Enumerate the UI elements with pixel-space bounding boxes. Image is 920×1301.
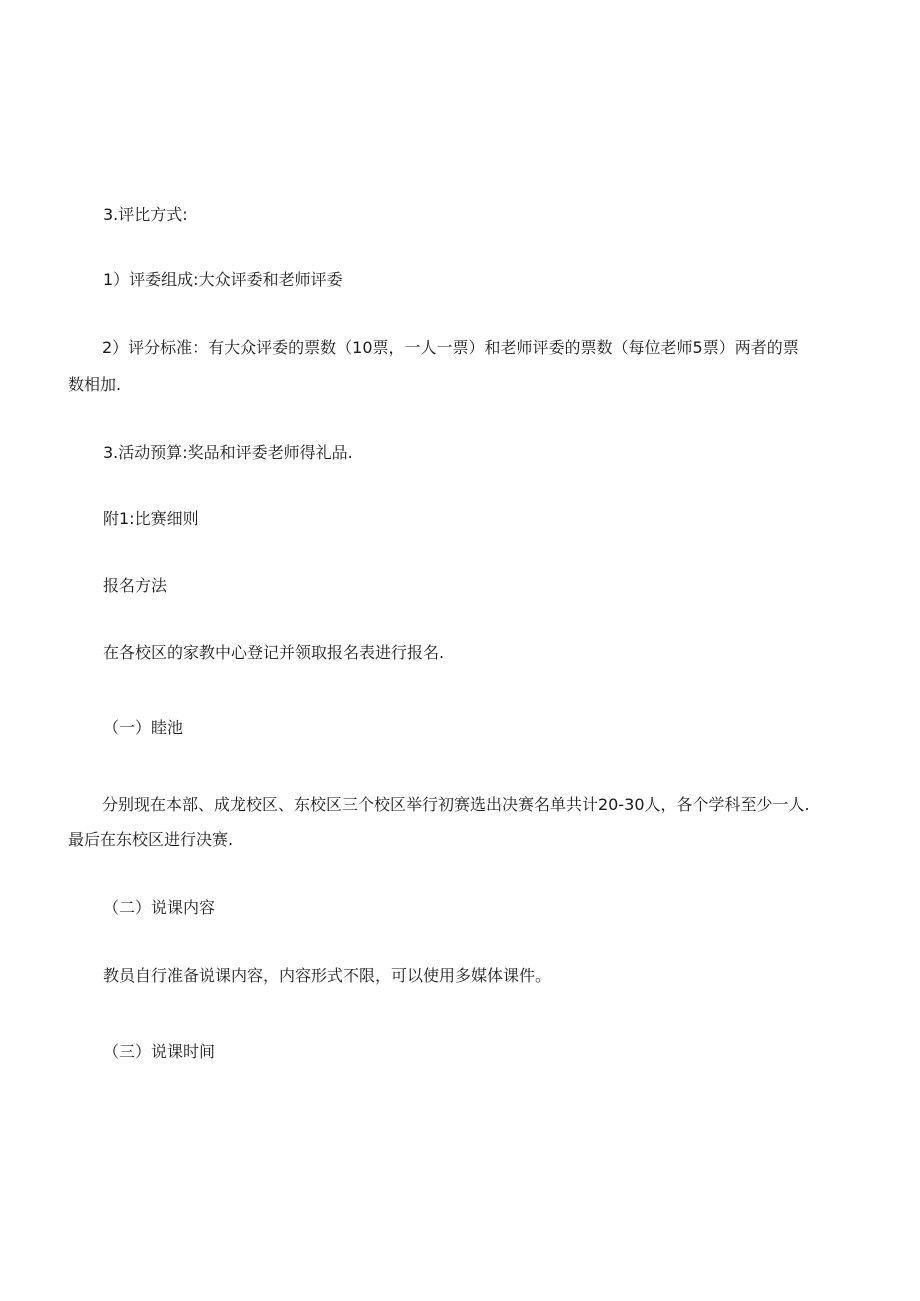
section-three-heading: （三）说课时间 [103, 1042, 216, 1061]
appendix-heading: 附1:比赛细则 [103, 509, 199, 528]
registration-method-text: 在各校区的家教中心登记并领取报名表进行报名. [103, 643, 445, 662]
scoring-standard-line-1: 2）评分标准：有大众评委的票数（10票，一人一票）和老师评委的票数（每位老师5票）两者的票 [102, 338, 799, 357]
registration-method-heading: 报名方法 [103, 576, 168, 595]
section-one-heading: （一）睦池 [103, 718, 184, 737]
lesson-content-text: 教员自行准备说课内容，内容形式不限，可以使用多媒体课件。 [103, 966, 552, 985]
section-heading-evaluation-method: 3.评比方式: [103, 205, 188, 224]
preliminary-rounds-paragraph [68, 795, 858, 850]
activity-budget-text: 3.活动预算:奖品和评委老师得礼品. [103, 443, 353, 462]
scoring-standard-line-2: 数相加. [68, 375, 122, 394]
judges-composition-text: 1）评委组成:大众评委和老师评委 [103, 270, 343, 289]
preliminary-rounds-line-1: 分别现在本部、成龙校区、东校区三个校区举行初赛选出决赛名单共计20-30人，各个学科至少一人. [102, 795, 810, 814]
preliminary-rounds-line-2: 最后在东校区进行决赛. [68, 830, 234, 849]
scoring-standard-paragraph [68, 338, 858, 395]
section-two-heading: （二）说课内容 [103, 898, 216, 917]
